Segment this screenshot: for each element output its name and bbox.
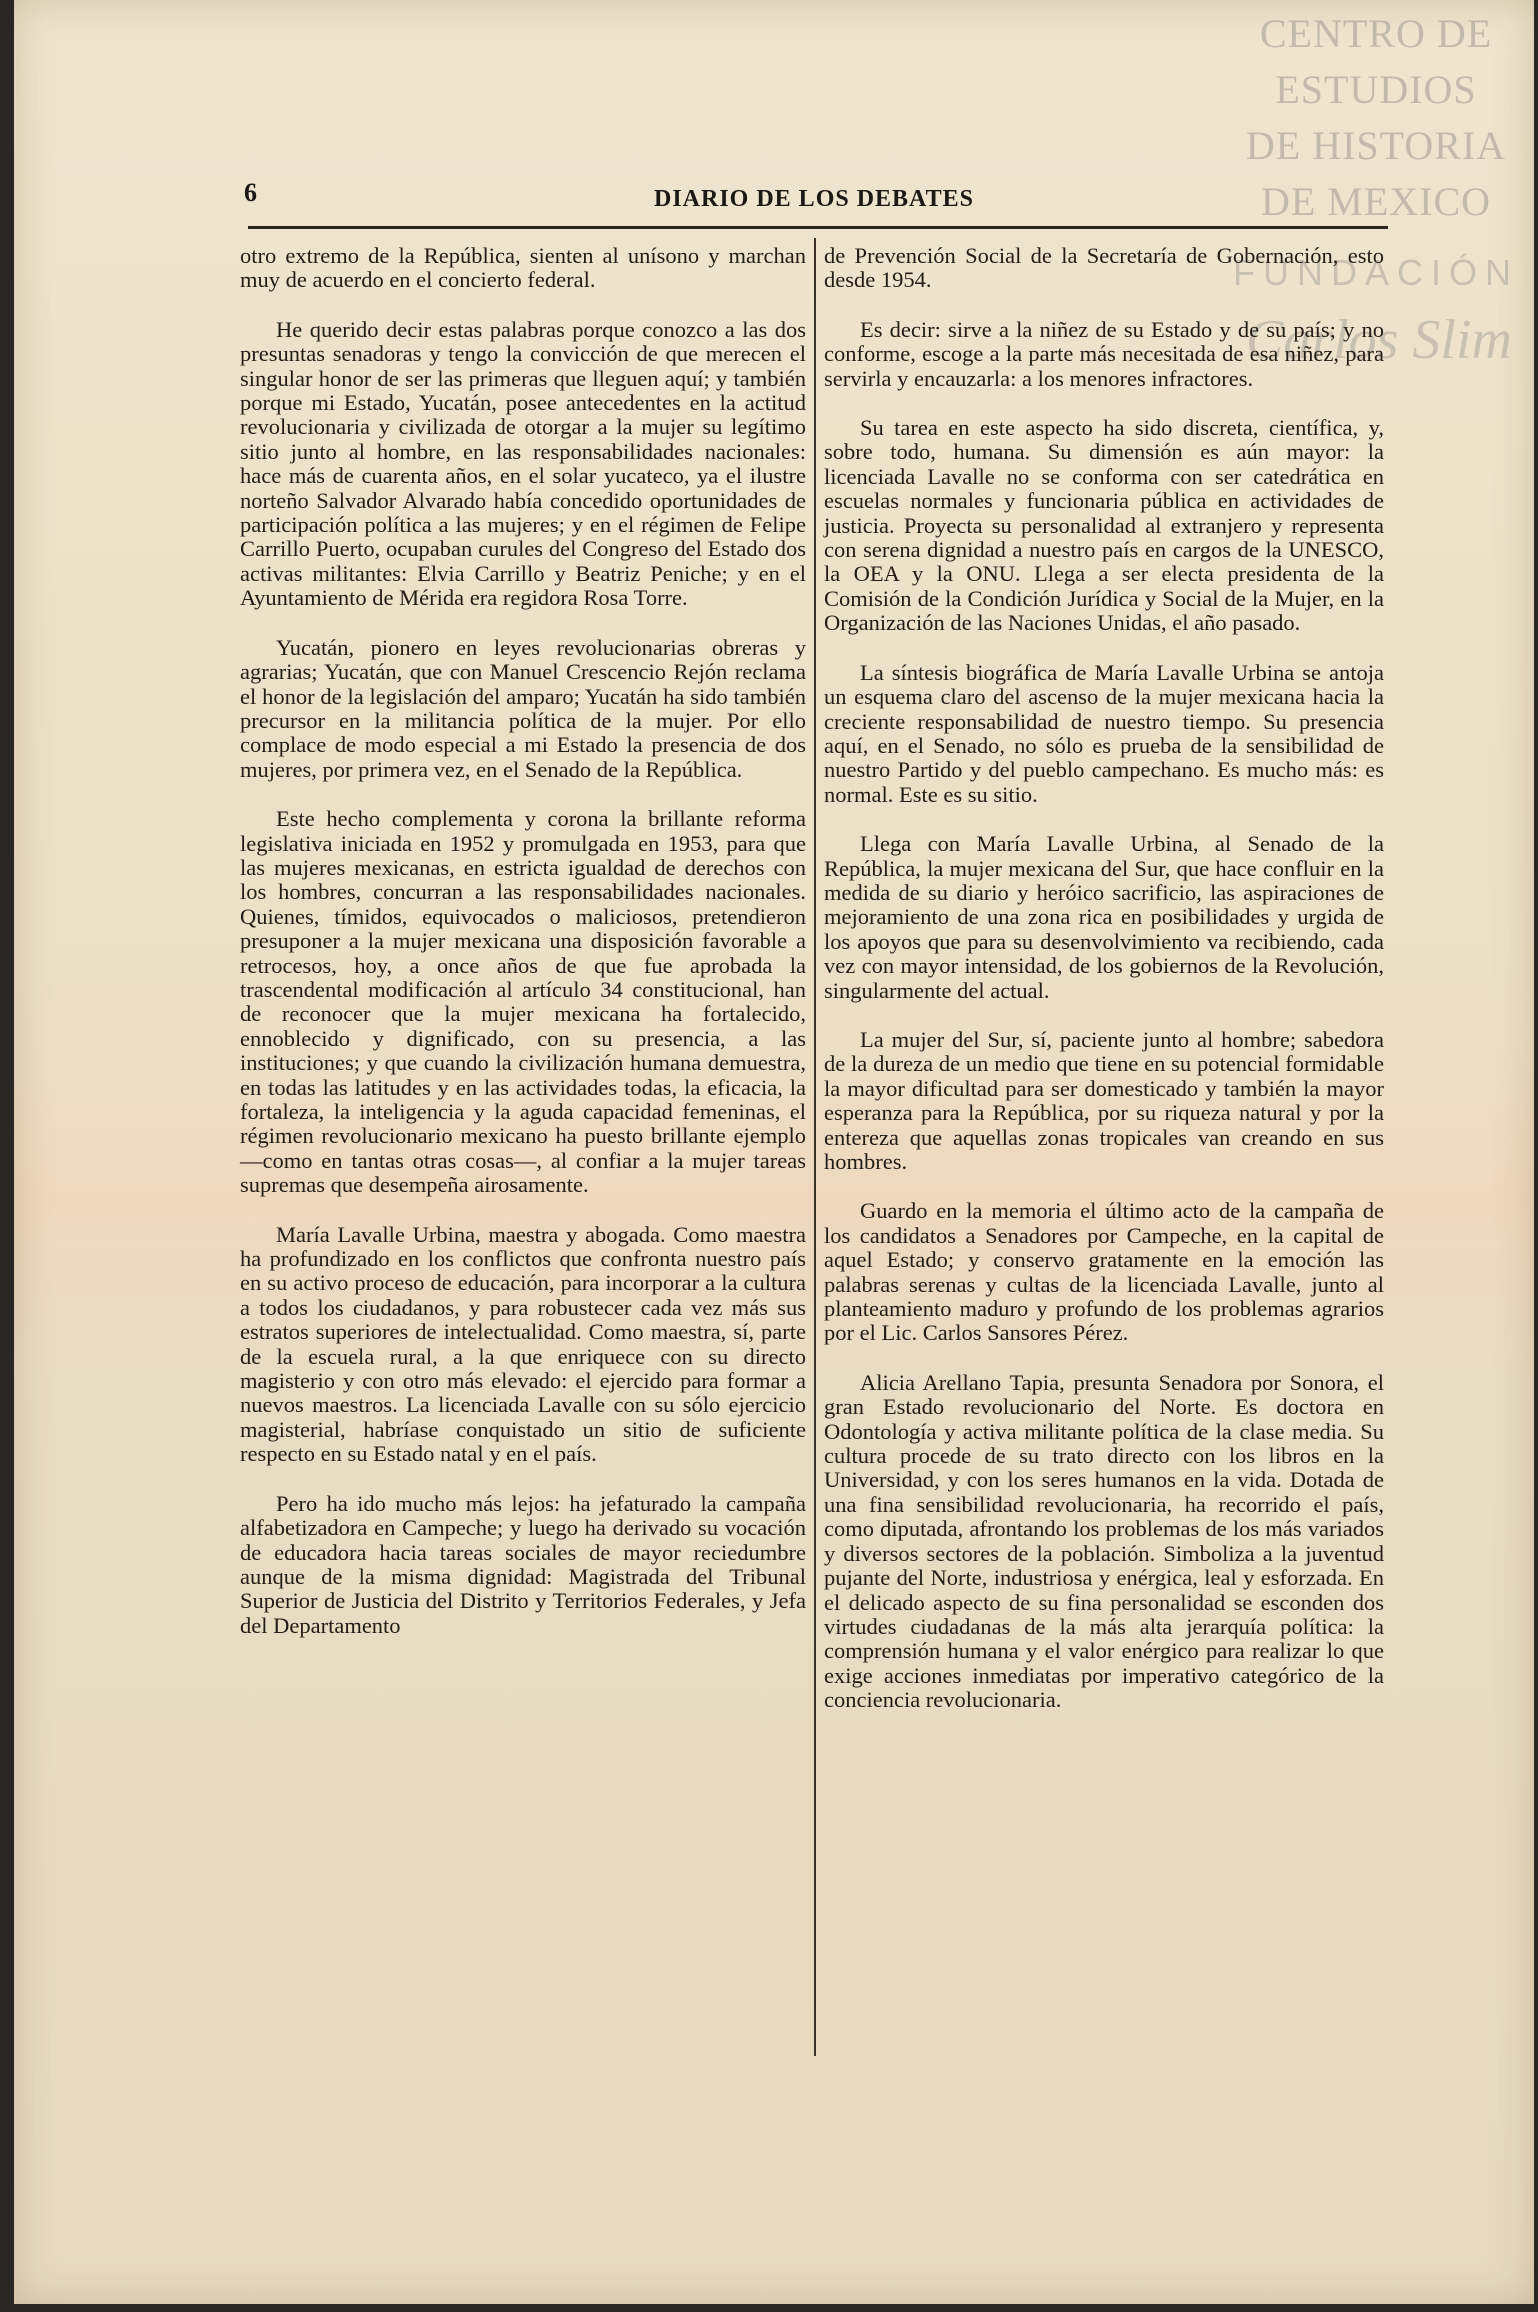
paragraph: La síntesis biográfica de María Lavalle Urbina se antoja un esquema claro del ascenso de la mujer mexicana hacia la creciente responsabilidad de nuestro tiempo. Su presencia aquí, en el Senado, no sólo es prueba de la sensibilidad de nuestro Partido y del pueblo campechano. Es mucho más: es normal. Este es su sitio. — [824, 659, 1384, 807]
page-number: 6 — [244, 178, 257, 207]
paragraph: María Lavalle Urbina, maestra y abogada. Como maestra ha profundizado en los conflictos que confronta nuestro país en su activo proceso de educación, para incorporar a la cultura a todos los ciudadanos, y para robustecer cada vez más sus estratos superiores de intelectualidad. Como maestra, sí, parte de la escuela rural, a la que enriquece con su directo magisterio y con otro más elevado: el ejercido para formar a nuevos maestros. La licenciada Lavalle con su sólo ejercicio magisterial, habríase conquistado un sitio de suficiente respecto en su Estado natal y en el país. — [240, 1221, 806, 1467]
archive-watermark — [1226, 6, 1526, 230]
paragraph: Yucatán, pionero en leyes revolucionarias obreras y agrarias; Yucatán, que con Manuel Crescencio Rejón reclama el honor de la legislación del amparo; Yucatán ha sido también precursor en la militancia política de la mujer. Por ello complace de modo especial a mi Estado la presencia de dos mujeres, por primera vez, en el Senado de la República. — [240, 634, 806, 782]
watermark-foundation: FUNDACIÓN — [1233, 252, 1519, 293]
paragraph: otro extremo de la República, sienten al unísono y marchan muy de acuerdo en el concierto federal. — [240, 243, 806, 293]
paragraph: La mujer del Sur, sí, paciente junto al hombre; sabedora de la dureza de un medio que tiene en su potencial formidable la mayor dificultad para ser domesticado y también la mayor esperanza para la República, por su riqueza natural y por la entereza que aquellas zonas tropicales van creando en sus hombres. — [824, 1026, 1384, 1174]
header-rule — [248, 226, 1388, 229]
paragraph: Alicia Arellano Tapia, presunta Senadora por Sonora, el gran Estado revolucionario del Norte. Es doctora en Odontología y activa militante política de la clase media. Su cultura procede de su trato directo con los libros en la Universidad, y con los seres humanos en la vida. Dotada de una fina sensibilidad revolucionaria, ha recorrido el país, como diputada, afrontando los problemas de los más variados y diversos sectores de la población. Simboliza a la juventud pujante del Norte, industriosa y enérgica, leal y esforzada. En el delicado aspecto de su fina personalidad se esconden dos virtudes ciudadanas de la más alta jerarquía política: la comprensión humana y el valor enérgico para realizar lo que exige acciones inmediatas por imperativo categórico de la conciencia revolucionaria. — [824, 1369, 1384, 1713]
paragraph: He querido decir estas palabras porque conozco a las dos presuntas senadoras y tengo la convicción de que merecen el singular honor de ser las primeras que lleguen aquí; y también porque mi Estado, Yucatán, posee antecedentes en la actitud revolucionaria y civilizada de otorgar a la mujer su legítimo sitio junto al hombre, en las responsabilidades nacionales: hace más de cuarenta años, en el solar yucateco, ya el ilustre norteño Salvador Alvarado había concedido oportunidades de participación política a las mujeres; y en el régimen de Felipe Carrillo Puerto, ocupaban curules del Congreso del Estado dos activas militantes: Elvia Carrillo y Beatriz Peniche; y en el Ayuntamiento de Mérida era regidora Rosa Torre. — [240, 316, 806, 611]
watermark-line: DE HISTORIA — [1245, 123, 1507, 168]
paragraph: Pero ha ido mucho más lejos: ha jefaturado la campaña alfabetizadora en Campeche; y luego ha derivado su vocación de educadora hacia tareas sociales de mayor reciedumbre aunque de la misma dignidad: Magistrada del Tribunal Superior de Justicia del Distrito y Territorios Federales, y Jefa del Departamento — [240, 1490, 806, 1638]
watermark-signature: Carlos Slim — [1245, 309, 1512, 371]
document-page — [14, 0, 1534, 2304]
right-column — [824, 244, 1384, 1738]
paragraph: Su tarea en este aspecto ha sido discreta, científica, y, sobre todo, humana. Su dimensión es aún mayor: la licenciada Lavalle no se conforma con ser catedrática en escuelas normales y funcionaria pública en actividades de justicia. Proyecta su personalidad al extranjero y representa con serena dignidad a nuestro país en cargos de la UNESCO, la OEA y la ONU. Llega a ser electa presidenta de la Comisión de la Condición Jurídica y Social de la Mujer, en la Organización de las Naciones Unidas, el año pasado. — [824, 415, 1384, 636]
column-divider — [814, 238, 816, 2056]
watermark-line: DE MEXICO — [1260, 179, 1492, 224]
paragraph: Este hecho complementa y corona la brillante reforma legislativa iniciada en 1952 y promulgada en 1953, para que las mujeres mexicanas, en estricta igualdad de derechos con los hombres, concurran a las responsabilidades nacionales. Quienes, tímidos, equivocados o maliciosos, pretendieron presuponer a la mujer mexicana una disposición favorable a retrocesos, hoy, a once años de que fue aprobada la trascendental modificación al artículo 34 constitucional, han de reconocer que la mujer mexicana ha fortalecido, ennoblecido y dignificado, con su presencia, a las instituciones; y que cuando la civilización humana demuestra, en todas las latitudes y en las actividades todas, la eficacia, la fortaleza, la inteligencia y la aguda capacidad femeninas, el régimen revolucionario mexicano ha puesto brillante ejemplo —como en tantas otras cosas—, al confiar a la mujer tareas supremas que desempeña airosamente. — [240, 806, 806, 1198]
paragraph: de Prevención Social de la Secretaría de Gobernación, esto desde 1954. — [824, 243, 1384, 293]
watermark-line: ESTUDIOS — [1275, 67, 1477, 112]
running-head-title: DIARIO DE LOS DEBATES — [654, 186, 974, 212]
watermark-line: CENTRO DE — [1259, 11, 1493, 56]
paragraph: Llega con María Lavalle Urbina, al Senado de la República, la mujer mexicana del Sur, que hace confluir en la medida de su diario y heróico sacrificio, las aspiraciones de mejoramiento de una zona rica en posibilidades y urgida de los apoyos que para su desenvolvimiento va recibiendo, cada vez con mayor intensidad, de los gobiernos de la Revolución, singularmente del actual. — [824, 831, 1384, 1003]
left-column — [240, 244, 806, 1663]
paragraph: Es decir: sirve a la niñez de su Estado y de su país; y no conforme, escoge a la parte más necesitada de esa niñez, para servirla y encauzarla: a los menores infractores. — [824, 316, 1384, 391]
paragraph: Guardo en la memoria el último acto de la campaña de los candidatos a Senadores por Campeche, en la capital de aquel Estado; y conservo gratamente en la emoción las palabras serenas y cultas de la licenciada Lavalle, junto al planteamiento maduro y profundo de los problemas agrarios por el Lic. Carlos Sansores Pérez. — [824, 1198, 1384, 1346]
